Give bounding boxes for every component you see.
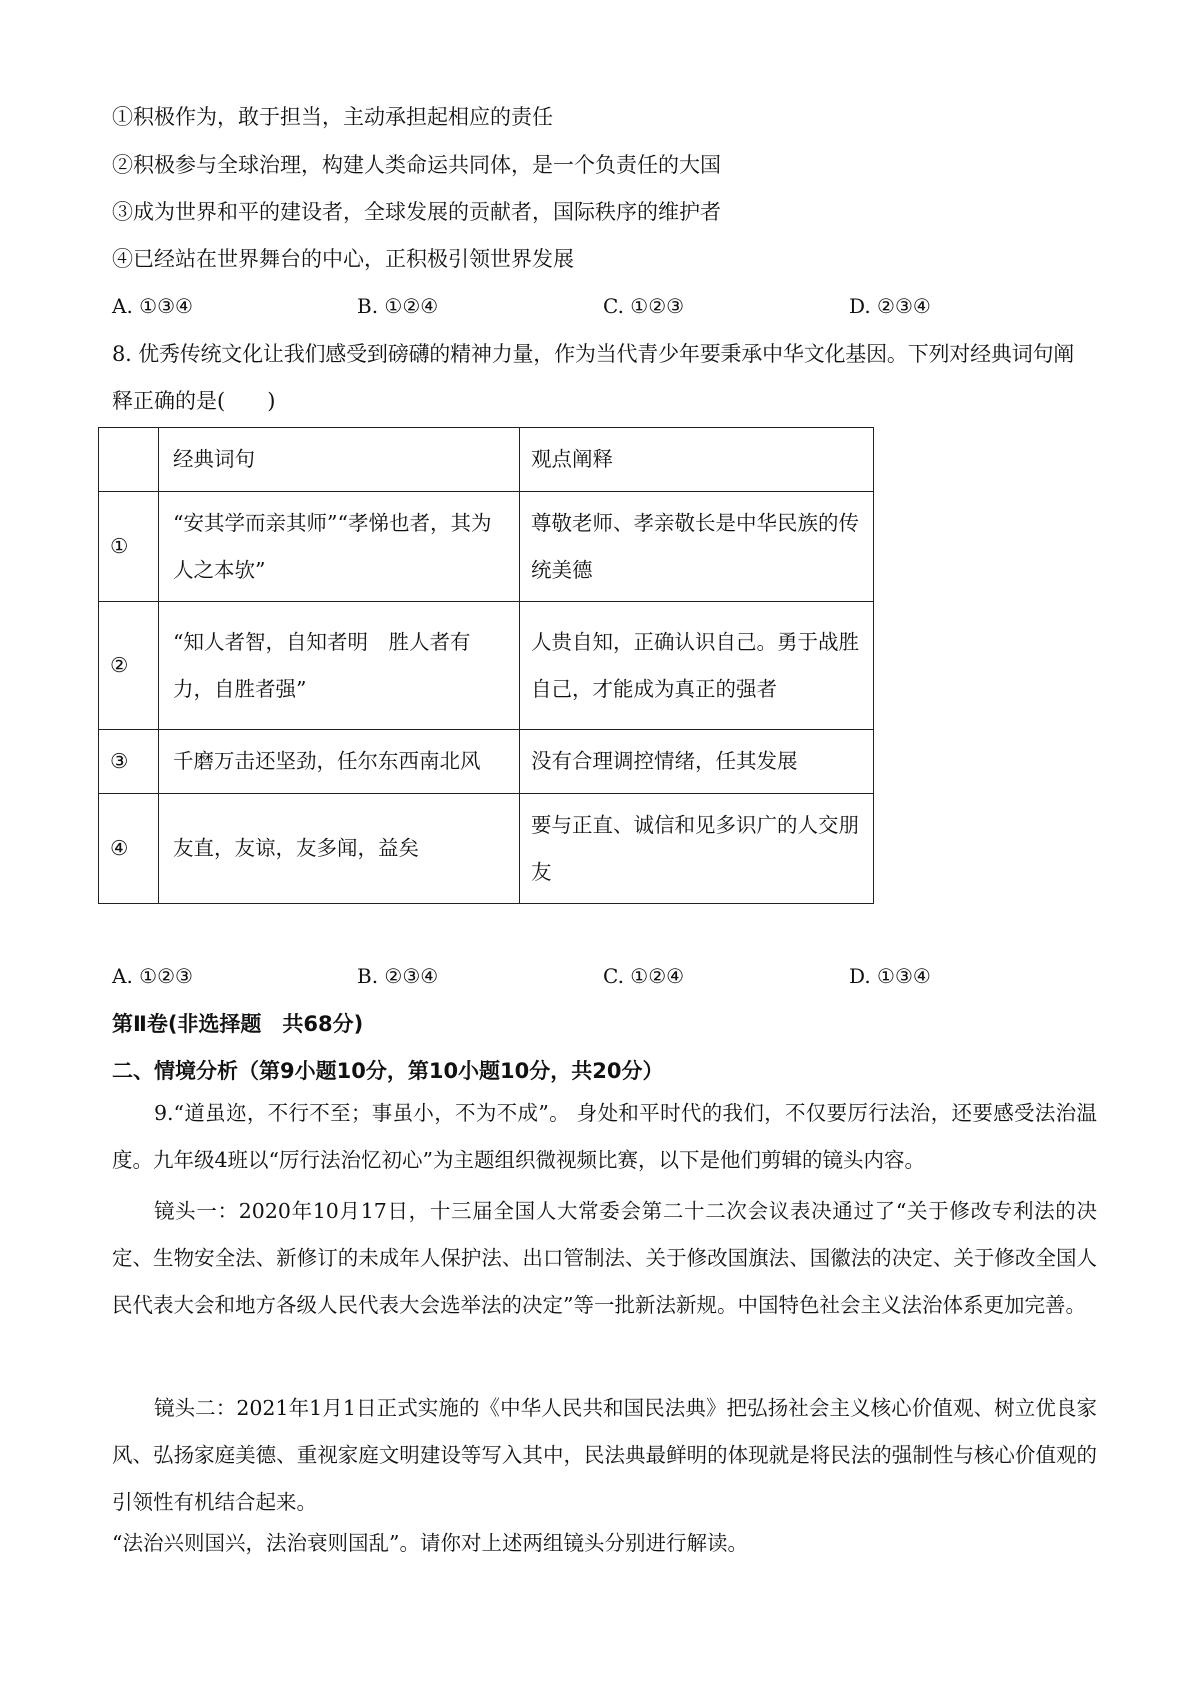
- row-quote: “安其学而亲其师”“孝悌也者，其为人之本欤”: [159, 492, 520, 602]
- row-view: 要与正直、诚信和见多识广的人交朋友: [520, 794, 874, 904]
- table-row: [99, 492, 874, 602]
- table-row: [99, 730, 874, 794]
- q7-option-2: ②积极参与全球治理，构建人类命运共同体，是一个负责任的大国: [112, 153, 721, 177]
- row-quote: “知人者智，自知者明 胜人者有力，自胜者强”: [159, 602, 520, 730]
- q9-prompt: “法治兴则国兴，法治衰则国乱”。请你对上述两组镜头分别进行解读。: [112, 1531, 748, 1555]
- q9-shot-1: 镜头一：2020年10月17日，十三届全国人大常委会第二十二次会议表决通过了“关于修改专利法的决定、生物安全法、新修订的未成年人保护法、出口管制法、关于修改国旗法、国徽法的决定、关于修改全国人民代表大会和地方各级人民代表大会选举法的决定”等一批新法新规。中国特色社会主义法治体系更加完善。: [112, 1199, 1097, 1317]
- row-quote: 友直，友谅，友多闻，益矣: [159, 794, 520, 904]
- q7-choice-d[interactable]: D. ②③④: [849, 294, 931, 318]
- row-number: ②: [99, 602, 159, 730]
- row-number: ①: [99, 492, 159, 602]
- q9-intro: 9.“道虽迩，不行不至；事虽小，不为不成”。 身处和平时代的我们，不仅要厉行法治，还要感受法治温度。九年级4班以“厉行法治忆初心”为主题组织微视频比赛，以下是他们剪辑的镜头内容。: [112, 1101, 1097, 1172]
- q7-choice-c[interactable]: C. ①②③: [603, 294, 685, 318]
- table-header-row: [99, 428, 874, 492]
- q7-option-1: ①积极作为，敢于担当，主动承担起相应的责任: [112, 105, 553, 129]
- table-row: [99, 602, 874, 730]
- table-header-blank: [99, 428, 159, 492]
- table-header-quote: 经典词句: [159, 428, 520, 492]
- row-view: 尊敬老师、孝亲敬长是中华民族的传统美德: [520, 492, 874, 602]
- q8-stem-line-2: 释正确的是( ): [112, 389, 276, 413]
- q8-choice-a[interactable]: A. ①②③: [112, 964, 193, 988]
- section-title: 二、情境分析（第9小题10分，第10小题10分，共20分）: [112, 1059, 664, 1083]
- q8-choices: [112, 962, 1112, 990]
- q9-shot-2: 镜头二：2021年1月1日正式实施的《中华人民共和国民法典》把弘扬社会主义核心价值观、树立优良家风、弘扬家庭美德、重视家庭文明建设等写入其中，民法典最鲜明的体现就是将民法的强制性与核心价值观的引领性有机结合起来。: [112, 1396, 1097, 1514]
- table-header-view: 观点阐释: [520, 428, 874, 492]
- q8-stem-line-1: 8. 优秀传统文化让我们感受到磅礴的精神力量，作为当代青少年要秉承中华文化基因。下列对经典词句阐: [112, 342, 1075, 366]
- row-quote: 千磨万击还坚劲，任尔东西南北风: [159, 730, 520, 794]
- q8-choice-b[interactable]: B. ②③④: [357, 964, 439, 988]
- q8-choice-c[interactable]: C. ①②④: [603, 964, 685, 988]
- q7-choice-b[interactable]: B. ①②④: [357, 294, 439, 318]
- part-title: 第Ⅱ卷(非选择题 共68分): [112, 1012, 364, 1036]
- q8-table: [98, 427, 874, 904]
- q8-choice-d[interactable]: D. ①③④: [849, 964, 931, 988]
- row-view: 人贵自知，正确认识自己。勇于战胜自己，才能成为真正的强者: [520, 602, 874, 730]
- row-number: ③: [99, 730, 159, 794]
- q7-option-4: ④已经站在世界舞台的中心，正积极引领世界发展: [112, 247, 574, 271]
- q7-option-3: ③成为世界和平的建设者，全球发展的贡献者，国际秩序的维护者: [112, 200, 721, 224]
- q7-choices: [112, 292, 1112, 320]
- row-view: 没有合理调控情绪，任其发展: [520, 730, 874, 794]
- table-row: [99, 794, 874, 904]
- row-number: ④: [99, 794, 159, 904]
- q7-choice-a[interactable]: A. ①③④: [112, 294, 193, 318]
